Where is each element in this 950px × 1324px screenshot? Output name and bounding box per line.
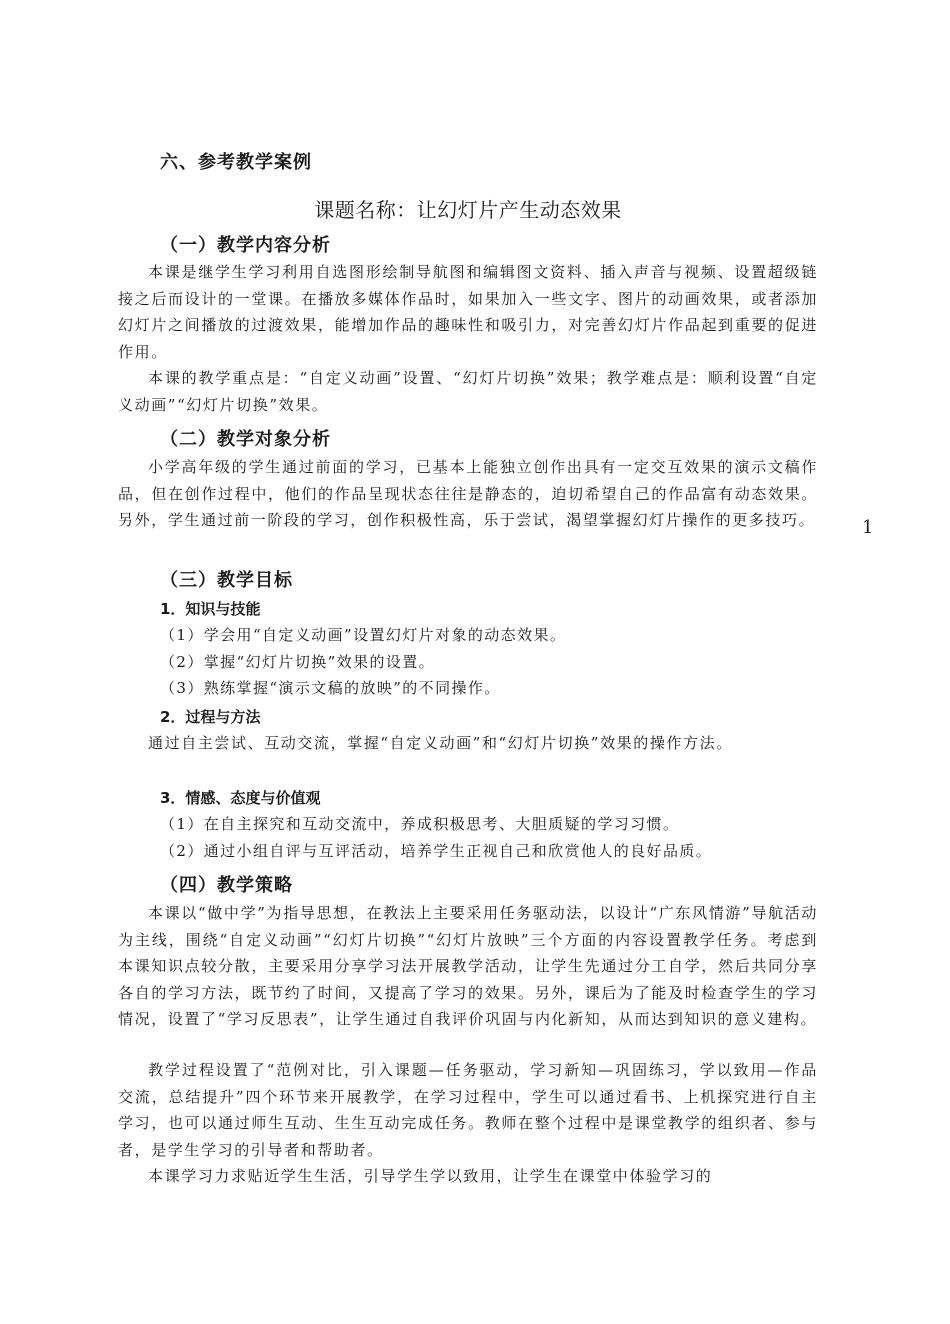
heading-content-analysis: （一）教学内容分析 bbox=[160, 235, 331, 256]
paragraph-process-method: 通过自主尝试、互动交流，掌握“自定义动画”和“幻灯片切换”效果的操作方法。 bbox=[148, 734, 733, 752]
paragraph-teaching-strategy-3: 本课学习力求贴近学生生活，引导学生学以致用，让学生在课堂中体验学习的 bbox=[148, 1167, 713, 1185]
goal-item: （2）通过小组自评与互评活动，培养学生正视自己和欣赏他人的良好品质。 bbox=[160, 842, 713, 860]
heading-teaching-goals: （三）教学目标 bbox=[160, 570, 293, 591]
subheading-process-method: 2．过程与方法 bbox=[160, 708, 261, 726]
goal-item: （2）掌握“幻灯片切换”效果的设置。 bbox=[160, 653, 436, 671]
subheading-attitude-values: 3．情感、态度与价值观 bbox=[160, 789, 321, 807]
document-page bbox=[118, 0, 818, 1324]
heading-teaching-strategy: （四）教学策略 bbox=[160, 875, 293, 896]
lesson-title: 课题名称：让幻灯片产生动态效果 bbox=[314, 198, 622, 222]
subheading-knowledge-skills: 1．知识与技能 bbox=[160, 600, 261, 618]
paragraph-teaching-strategy-1: 本课以“做中学”为指导思想，在教法上主要采用任务驱动法，以设计“广东风情游”导航活动为主线，围绕“自定义动画”“幻灯片切换”“幻灯片放映”三个方面的内容设置教学任务。考虑到本课知识点较分散，主要采用分享学习法开展教学活动，让学生先通过分工自学，然后共同分享各自的学习方法，既节约了时间，又提高了学习的效果。另外，课后为了能及时检查学生的学习情况，设置了“学习反思表”，让学生通过自我评价巩固与内化新知，从而达到知识的意义建构。 bbox=[118, 904, 818, 1028]
paragraph-teaching-strategy-2: 教学过程设置了“范例对比，引入课题—任务驱动，学习新知—巩固练习，学以致用—作品交流，总结提升”四个环节来开展教学，在学习过程中，学生可以通过看书、上机探究进行自主学习，也可以通过师生互动、生生互动完成任务。教师在整个过程中是课堂教学的组织者、参与者，是学生学习的引导者和帮助者。 bbox=[118, 1061, 818, 1159]
heading-audience-analysis: （二）教学对象分析 bbox=[160, 429, 331, 450]
goal-item: （3）熟练掌握“演示文稿的放映”的不同操作。 bbox=[160, 679, 501, 697]
paragraph-content-analysis-2: 本课的教学重点是：“自定义动画”设置、“幻灯片切换”效果；教学难点是：顺利设置“自定义动画”“幻灯片切换”效果。 bbox=[118, 369, 818, 414]
page-number: 1 bbox=[862, 517, 874, 538]
paragraph-content-analysis-1: 本课是继学生学习利用自选图形绘制导航图和编辑图文资料、插入声音与视频、设置超级链接之后而设计的一堂课。在播放多媒体作品时，如果加入一些文字、图片的动画效果，或者添加幻灯片之间播放的过渡效果，能增加作品的趣味性和吸引力，对完善幻灯片作品起到重要的促进作用。 bbox=[118, 263, 818, 361]
section-title: 六、参考教学案例 bbox=[160, 152, 312, 173]
goal-item: （1）学会用“自定义动画”设置幻灯片对象的动态效果。 bbox=[160, 626, 567, 644]
goal-item: （1）在自主探究和互动交流中，养成积极思考、大胆质疑的学习习惯。 bbox=[160, 815, 680, 833]
paragraph-audience-analysis: 小学高年级的学生通过前面的学习，已基本上能独立创作出具有一定交互效果的演示文稿作品，但在创作过程中，他们的作品呈现状态往往是静态的，迫切希望自己的作品富有动态效果。另外，学生通过前一阶段的学习，创作积极性高，乐于尝试，渴望掌握幻灯片操作的更多技巧。 bbox=[118, 458, 818, 529]
